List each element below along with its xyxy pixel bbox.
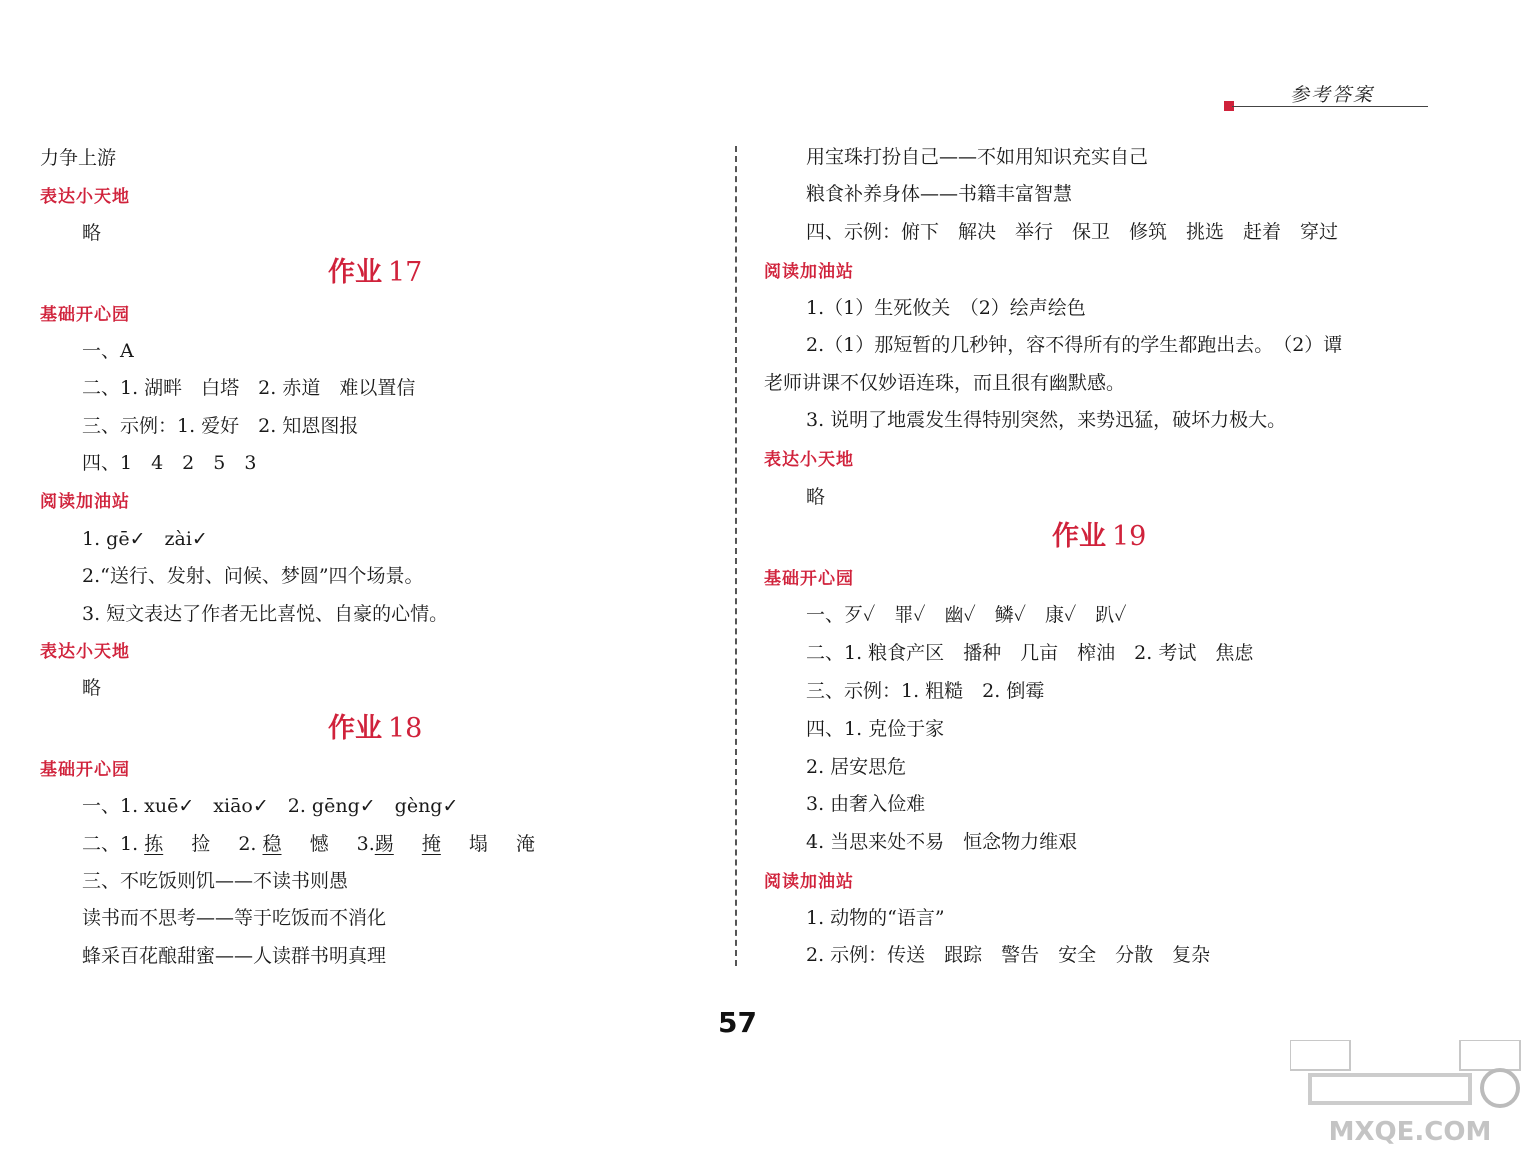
answer-line: 2.“送行、发射、问候、梦圆”四个场景。 [82, 565, 424, 587]
answer-line: 3. 由奢入俭难 [806, 793, 926, 815]
answer-word: 拣 [144, 833, 164, 855]
answer-line: 2. 示例：传送 跟踪 警告 安全 分散 复杂 [806, 944, 1211, 966]
answer-line: 粮食补养身体——书籍丰富智慧 [806, 183, 1073, 205]
homework-word: 作业 [328, 257, 382, 288]
section-heading: 基础开心园 [40, 760, 130, 780]
section-heading: 表达小天地 [40, 642, 130, 662]
answer-line: 四、1. 克俭于家 [806, 718, 945, 740]
homework-title-19 [1052, 520, 1146, 554]
answer-line: 三、不吃饭则饥——不读书则愚 [82, 870, 349, 892]
section-heading: 阅读加油站 [764, 872, 854, 892]
homework-title-17 [328, 256, 422, 290]
answer-line: 读书而不思考——等于吃饭而不消化 [82, 907, 387, 929]
watermark-logo [1290, 1040, 1530, 1150]
answer-line: 略 [82, 222, 102, 244]
header-rule [1232, 106, 1428, 107]
answer-line: 3. 短文表达了作者无比喜悦、自豪的心情。 [82, 603, 449, 625]
answer-line: 略 [806, 486, 826, 508]
answer-line: 蜂采百花酿甜蜜——人读群书明真理 [82, 945, 387, 967]
answer-word: 塌 [468, 833, 488, 855]
answer-line: 4. 当思来处不易 恒念物力维艰 [806, 831, 1078, 853]
answer-line: 2.（1）那短暂的几秒钟，容不得所有的学生都跑出去。 （2）谭 [806, 334, 1343, 356]
answer-line: 四、1 4 2 5 3 [82, 452, 257, 474]
answer-line: 二、1. 湖畔 白塔 2. 赤道 难以置信 [82, 377, 416, 399]
answer-line: 1.（1）生死攸关 （2）绘声绘色 [806, 297, 1086, 319]
answer-line: 一、1. xuē✓ xiāo✓ 2. gēng✓ gèng✓ [82, 795, 459, 817]
answer-line: 力争上游 [40, 147, 117, 169]
answer-prefix: 二、1. [82, 833, 139, 855]
answer-line: 三、示例：1. 爱好 2. 知恩图报 [82, 415, 359, 437]
answer-line-underlined [82, 832, 535, 856]
section-heading: 基础开心园 [764, 569, 854, 589]
section-heading: 表达小天地 [764, 450, 854, 470]
answer-word: 捡 [191, 833, 211, 855]
answer-line: 2. 居安思危 [806, 756, 907, 778]
watermark-graphic [1290, 1040, 1530, 1150]
answer-line: 四、示例：俯下 解决 举行 保卫 修筑 挑选 赶着 穿过 [806, 221, 1339, 243]
section-heading: 阅读加油站 [764, 262, 854, 282]
homework-word: 作业 [328, 713, 382, 744]
homework-word: 作业 [1052, 521, 1106, 552]
answer-word: 踢 [374, 833, 394, 855]
answer-line: 一、歹✓ 罪✓ 幽✓ 鳞✓ 康✓ 趴✓ [806, 604, 1127, 626]
answer-word: 憾 [309, 833, 329, 855]
header-label: 参考答案 [1290, 84, 1375, 106]
page-number: 57 [718, 1006, 757, 1039]
answer-line: 三、示例：1. 粗糙 2. 倒霉 [806, 680, 1045, 702]
answer-line: 3. 说明了地震发生得特别突然，来势迅猛，破坏力极大。 [806, 409, 1287, 431]
homework-title-18 [328, 712, 422, 746]
homework-number: 17 [388, 257, 423, 288]
answer-line: 用宝珠打扮自己——不如用知识充实自己 [806, 146, 1149, 168]
homework-number: 18 [388, 713, 423, 744]
answer-word: 淹 [515, 833, 535, 855]
section-heading: 阅读加油站 [40, 492, 130, 512]
answer-line: 老师讲课不仅妙语连珠，而且很有幽默感。 [764, 372, 1126, 394]
answer-line: 略 [82, 677, 102, 699]
column-divider [735, 146, 737, 966]
answer-line: 二、1. 粮食产区 播种 几亩 榨油 2. 考试 焦虑 [806, 642, 1254, 664]
answer-line: 一、A [82, 340, 134, 362]
answer-prefix: 2. [238, 833, 257, 855]
answer-word: 掩 [421, 833, 441, 855]
answer-line: 1. gē✓ zài✓ [82, 528, 208, 550]
watermark-text: MXQE.COM [1328, 1117, 1492, 1147]
homework-number: 19 [1112, 521, 1147, 552]
answer-word: 稳 [262, 833, 282, 855]
section-heading: 表达小天地 [40, 187, 130, 207]
section-heading: 基础开心园 [40, 305, 130, 325]
answer-prefix: 3. [356, 833, 375, 855]
answer-line: 1. 动物的“语言” [806, 907, 945, 929]
